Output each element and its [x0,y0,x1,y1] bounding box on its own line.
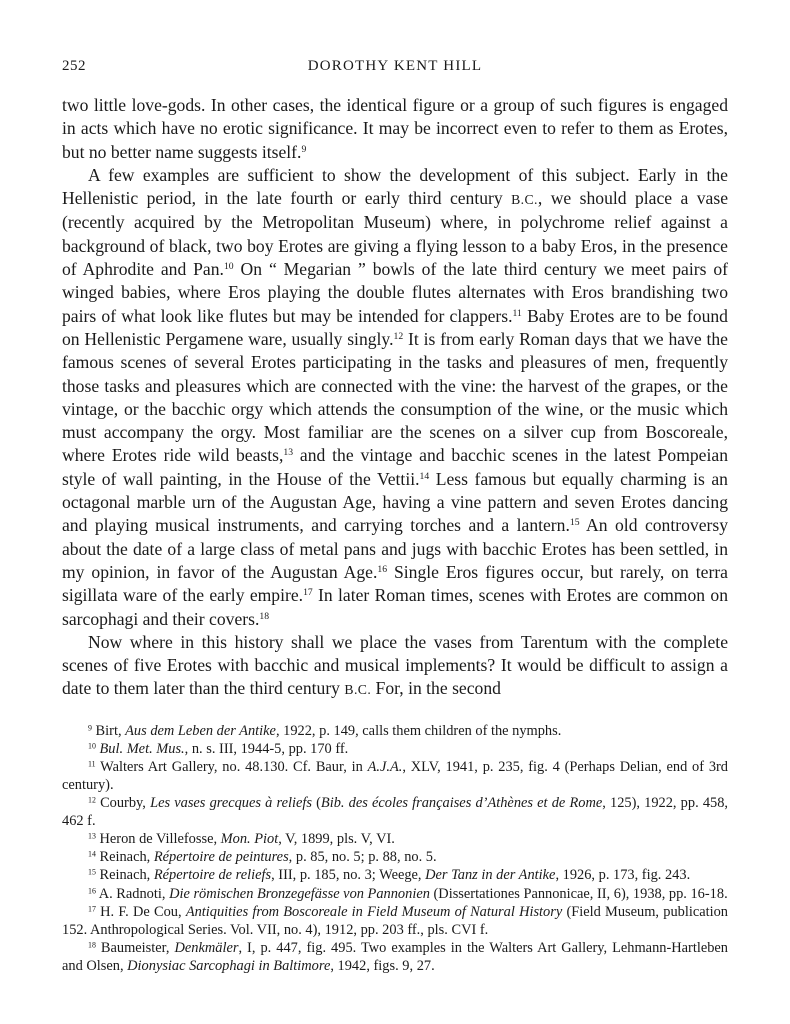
footnote [62,830,728,848]
text-run: , III, p. 185, no. 3; Weege, [271,867,426,884]
footnote-ref: 12 [393,331,404,343]
text-run: , V, 1899, pls. V, VI. [278,831,395,848]
footnote-ref: 10 [223,261,234,273]
footnote-ref: 14 [419,470,430,482]
small-caps-text: B.C. [344,682,372,698]
footnote-number: 9 [88,722,92,732]
italic-title: Antiquities from Boscoreale in Field Museum of Natural History [185,903,563,920]
text-run: Heron de Villefosse, [95,831,221,848]
paragraph [62,631,728,702]
footnote [62,740,728,758]
footnote [62,866,728,884]
text-run: Walters Art Gallery, no. 48.130. Cf. Baur, in [95,758,368,775]
footnote [62,885,728,903]
text-run: , n. s. III, 1944-5, pp. 170 ff. [184,740,349,757]
footnote-ref: 11 [512,307,522,319]
text-run: H. F. De Cou, [95,903,186,920]
text-run: Now where in this history shall we place the vases from Tarentum with the complete scenes of five Erotes with bacchic and musical implements? It would be difficult to assign a date to them later than the third century [62,631,728,699]
text-run: and the vintage and bacchic scenes in the latest Pompeian style of wall painting, in the House of the Vettii. [62,445,728,489]
italic-title: Dionysiac Sarcophagi in Baltimore [127,957,331,974]
italic-title: Bib. des écoles françaises d’Athènes et de Rome [320,795,603,812]
text-run: two little love-gods. In other cases, the identical figure or a group of such figures is engaged in acts which have no erotic significance. It may be incorrect even to refer to them as Erotes, but no better name suggests itself. [62,95,728,162]
footnote [62,848,728,866]
text-run: , 1926, p. 173, fig. 243. [555,867,691,884]
footnote-number: 14 [88,849,96,859]
body-text [62,94,728,702]
text-run: A. Radnoti, [95,885,170,902]
text-run: A few examples are sufficient to show the development of this subject. Early in the Hellenistic period, in the late fourth or early third century [62,164,728,209]
text-run: It is from early Roman days that we have the famous scenes of several Erotes participating in the tasks and pleasures of men, frequently those tasks and pleasures which are connected with the vine: the harvest of the grapes, or the vintage, or the bacchic orgy which attends the consumption of the wine, or the music which must accompany the orgy. Most familiar are the scenes on a silver cup from Boscoreale, where Erotes ride wild beasts, [62,328,728,466]
footnote-number: 16 [88,885,96,895]
footnote [62,722,728,740]
running-head: DOROTHY KENT HILL [307,58,483,74]
italic-title: Répertoire de reliefs [153,867,272,884]
footnote-ref: 15 [569,517,580,529]
italic-title: Aus dem Leben der Antike [125,722,276,739]
text-run: , 125), 1922, pp. 458, 462 f. [62,795,729,830]
footnote-number: 10 [88,741,96,751]
text-run: ( [311,795,321,812]
footnote-number: 13 [88,831,96,841]
page-number: 252 [62,58,86,74]
italic-title: Les vases grecques à reliefs [150,795,312,812]
text-run: (Field Museum, publication 152. Anthropological Series. Vol. VII, no. 4), 1912, pp. 203 ff., pls. CVI f. [62,903,728,938]
footnote [62,758,728,794]
text-run: In later Roman times, scenes with Erotes are common on sarcophagi and their covers. [62,585,728,629]
text-run: , 1922, p. 149, calls them children of the nymphs. [275,722,562,739]
footnote-number: 11 [88,759,96,769]
italic-title: Répertoire de peintures [153,849,289,866]
paragraph [62,94,728,164]
text-run: Baumeister, [95,939,175,956]
text-run: , I, p. 447, fig. 495. Two examples in the Walters Art Gallery, Lehmann-Hartleben and Olsen, [62,939,728,974]
italic-title: Denkmäler [174,939,239,956]
text-run: Reinach, [95,849,154,866]
footnote [62,939,728,975]
italic-title: Der Tanz in der Antike [425,867,556,884]
footnote-ref: 16 [377,564,388,576]
text-run: , we should place a vase (recently acquired by the Metropolitan Museum) where, in polychrome relief against a background of black, two boy Erotes are giving a flying lesson to a baby Eros, in the presence of Aphrodite and Pan. [62,188,728,280]
footnote-ref: 18 [259,610,270,622]
text-run: , p. 85, no. 5; p. 88, no. 5. [288,849,437,866]
footnote [62,903,728,939]
footnote-number: 17 [88,903,96,913]
text-run: Birt, [91,722,126,739]
text-run: , 1942, figs. 9, 27. [330,957,435,974]
footnote-ref: 9 [301,143,307,155]
text-run: , XLV, 1941, p. 235, fig. 4 (Perhaps Delian, end of 3rd century). [62,758,729,793]
page-header [62,58,728,82]
page [62,58,728,975]
text-run: An old controversy about the date of a large class of metal pans and jugs with bacchic Erotes has been settled, in my opinion, in favor of the Augustan Age. [62,515,729,582]
text-run: Baby Erotes are to be found on Hellenistic Pergamene ware, usually singly. [62,305,728,349]
footnote-ref: 13 [283,447,294,459]
footnote-number: 12 [88,795,96,805]
italic-title: A.J.A. [367,758,403,775]
italic-title: Die römischen Bronzegefässe von Pannonien [169,885,430,902]
footnotes [62,722,728,975]
italic-title: Mon. Piot [220,831,279,848]
footnote [62,794,728,830]
text-run: For, in the second [371,678,501,699]
footnote-ref: 17 [303,587,313,599]
italic-title: Bul. Met. Mus. [99,740,185,757]
text-run: Less famous but equally charming is an octagonal marble urn of the Augustan Age, having a vine pattern and seven Erotes dancing and playing musical instruments, and carrying torches and a lantern. [62,468,728,536]
text-run: (Dissertationes Pannonicae, II, 6), 1938, pp. 16-18. [429,885,728,902]
text-run: On “ Megarian ” bowls of the late third century we meet pairs of winged babies, where Eros playing the double flutes alternates with Eros brandishing two pairs of what look like flutes but may be intended for clappers. [62,259,728,326]
text-run: Reinach, [95,867,154,884]
paragraph [62,164,728,631]
footnote-number: 15 [88,867,96,877]
text-run: Courby, [95,795,151,812]
small-caps-text: B.C. [511,192,538,208]
footnote-number: 18 [88,940,96,950]
text-run: Single Eros figures occur, but rarely, on terra sigillata ware of the early empire. [62,561,728,606]
